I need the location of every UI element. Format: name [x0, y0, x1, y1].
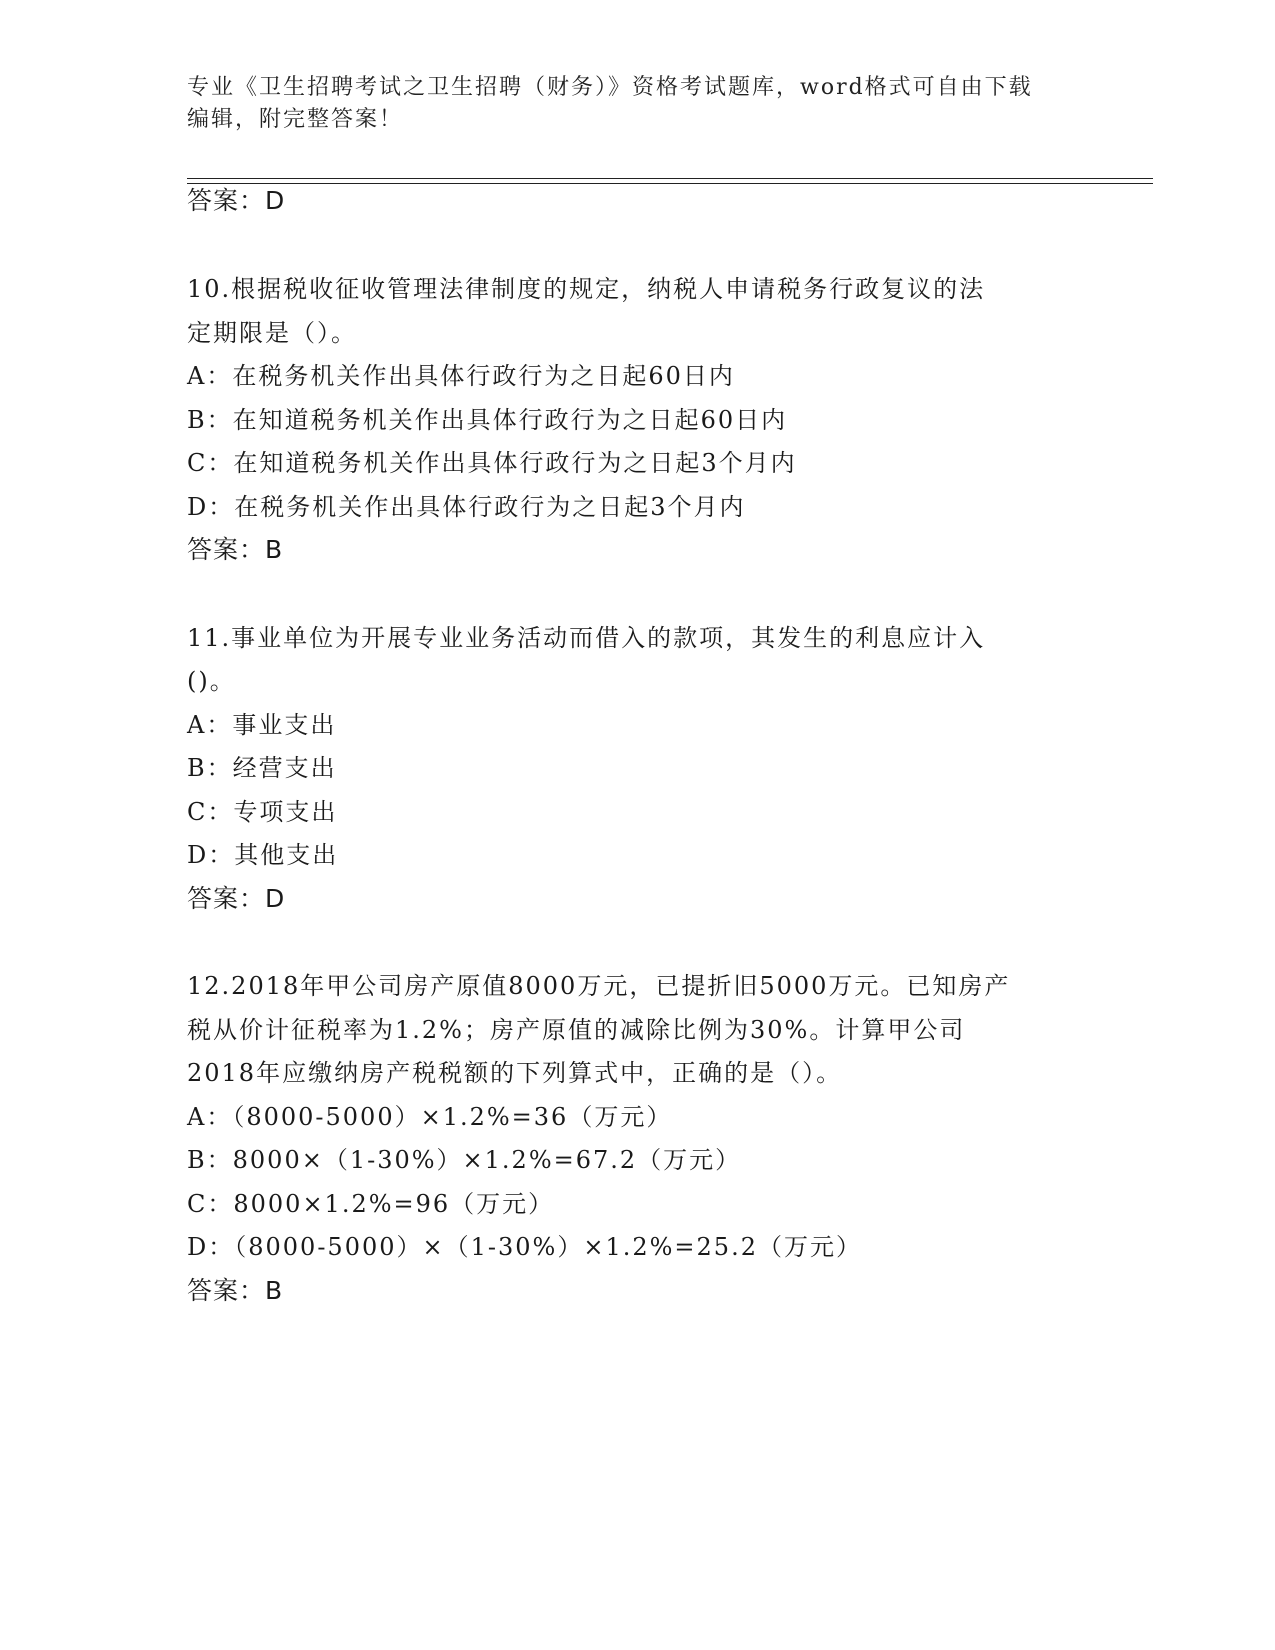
question-10-answer: 答案：B	[187, 535, 284, 564]
question-12-option-a: A：（8000-5000）×1.2%=36（万元）	[187, 1103, 673, 1131]
question-12-option-b: B：8000×（1-30%）×1.2%=67.2（万元）	[187, 1146, 742, 1174]
question-12-stem-line-3: 2018年应缴纳房产税税额的下列算式中，正确的是（）。	[187, 1059, 843, 1087]
question-11-answer: 答案：D	[187, 884, 286, 913]
question-11-stem-line-2: ()。	[187, 667, 236, 695]
question-12-stem-line-2: 税从价计征税率为1.2%；房产原值的减除比例为30%。计算甲公司	[187, 1016, 966, 1044]
header-line-1: 专业《卫生招聘考试之卫生招聘（财务）》资格考试题库，word格式可自由下载	[187, 75, 1033, 100]
question-11-stem-line-1: 11.事业单位为开展专业业务活动而借入的款项，其发生的利息应计入	[187, 624, 986, 652]
header-divider-bottom	[187, 183, 1153, 184]
header-line-2: 编辑，附完整答案！	[187, 107, 404, 132]
question-11-option-c: C：专项支出	[187, 798, 338, 826]
previous-answer: 答案：D	[187, 186, 286, 215]
question-10-option-a: A：在税务机关作出具体行政行为之日起60日内	[187, 362, 735, 390]
question-10-stem-line-2: 定期限是（）。	[187, 319, 357, 347]
document-header	[187, 72, 1067, 136]
question-12-answer: 答案：B	[187, 1276, 284, 1305]
question-11-option-a: A：事业支出	[187, 711, 337, 739]
question-12-option-d: D：（8000-5000）×（1-30%）×1.2%=25.2（万元）	[187, 1233, 862, 1261]
header-divider-top	[187, 178, 1153, 179]
question-10-option-d: D：在税务机关作出具体行政行为之日起3个月内	[187, 493, 746, 521]
question-12-option-c: C：8000×1.2%=96（万元）	[187, 1190, 555, 1218]
question-10-stem-line-1: 10.根据税收征收管理法律制度的规定，纳税人申请税务行政复议的法	[187, 275, 986, 303]
question-12-stem-line-1: 12.2018年甲公司房产原值8000万元，已提折旧5000万元。已知房产	[187, 972, 1011, 1000]
question-10-option-b: B：在知道税务机关作出具体行政行为之日起60日内	[187, 406, 788, 434]
question-11-option-d: D：其他支出	[187, 841, 339, 869]
question-11-option-b: B：经营支出	[187, 754, 337, 782]
question-10-option-c: C：在知道税务机关作出具体行政行为之日起3个月内	[187, 449, 797, 477]
